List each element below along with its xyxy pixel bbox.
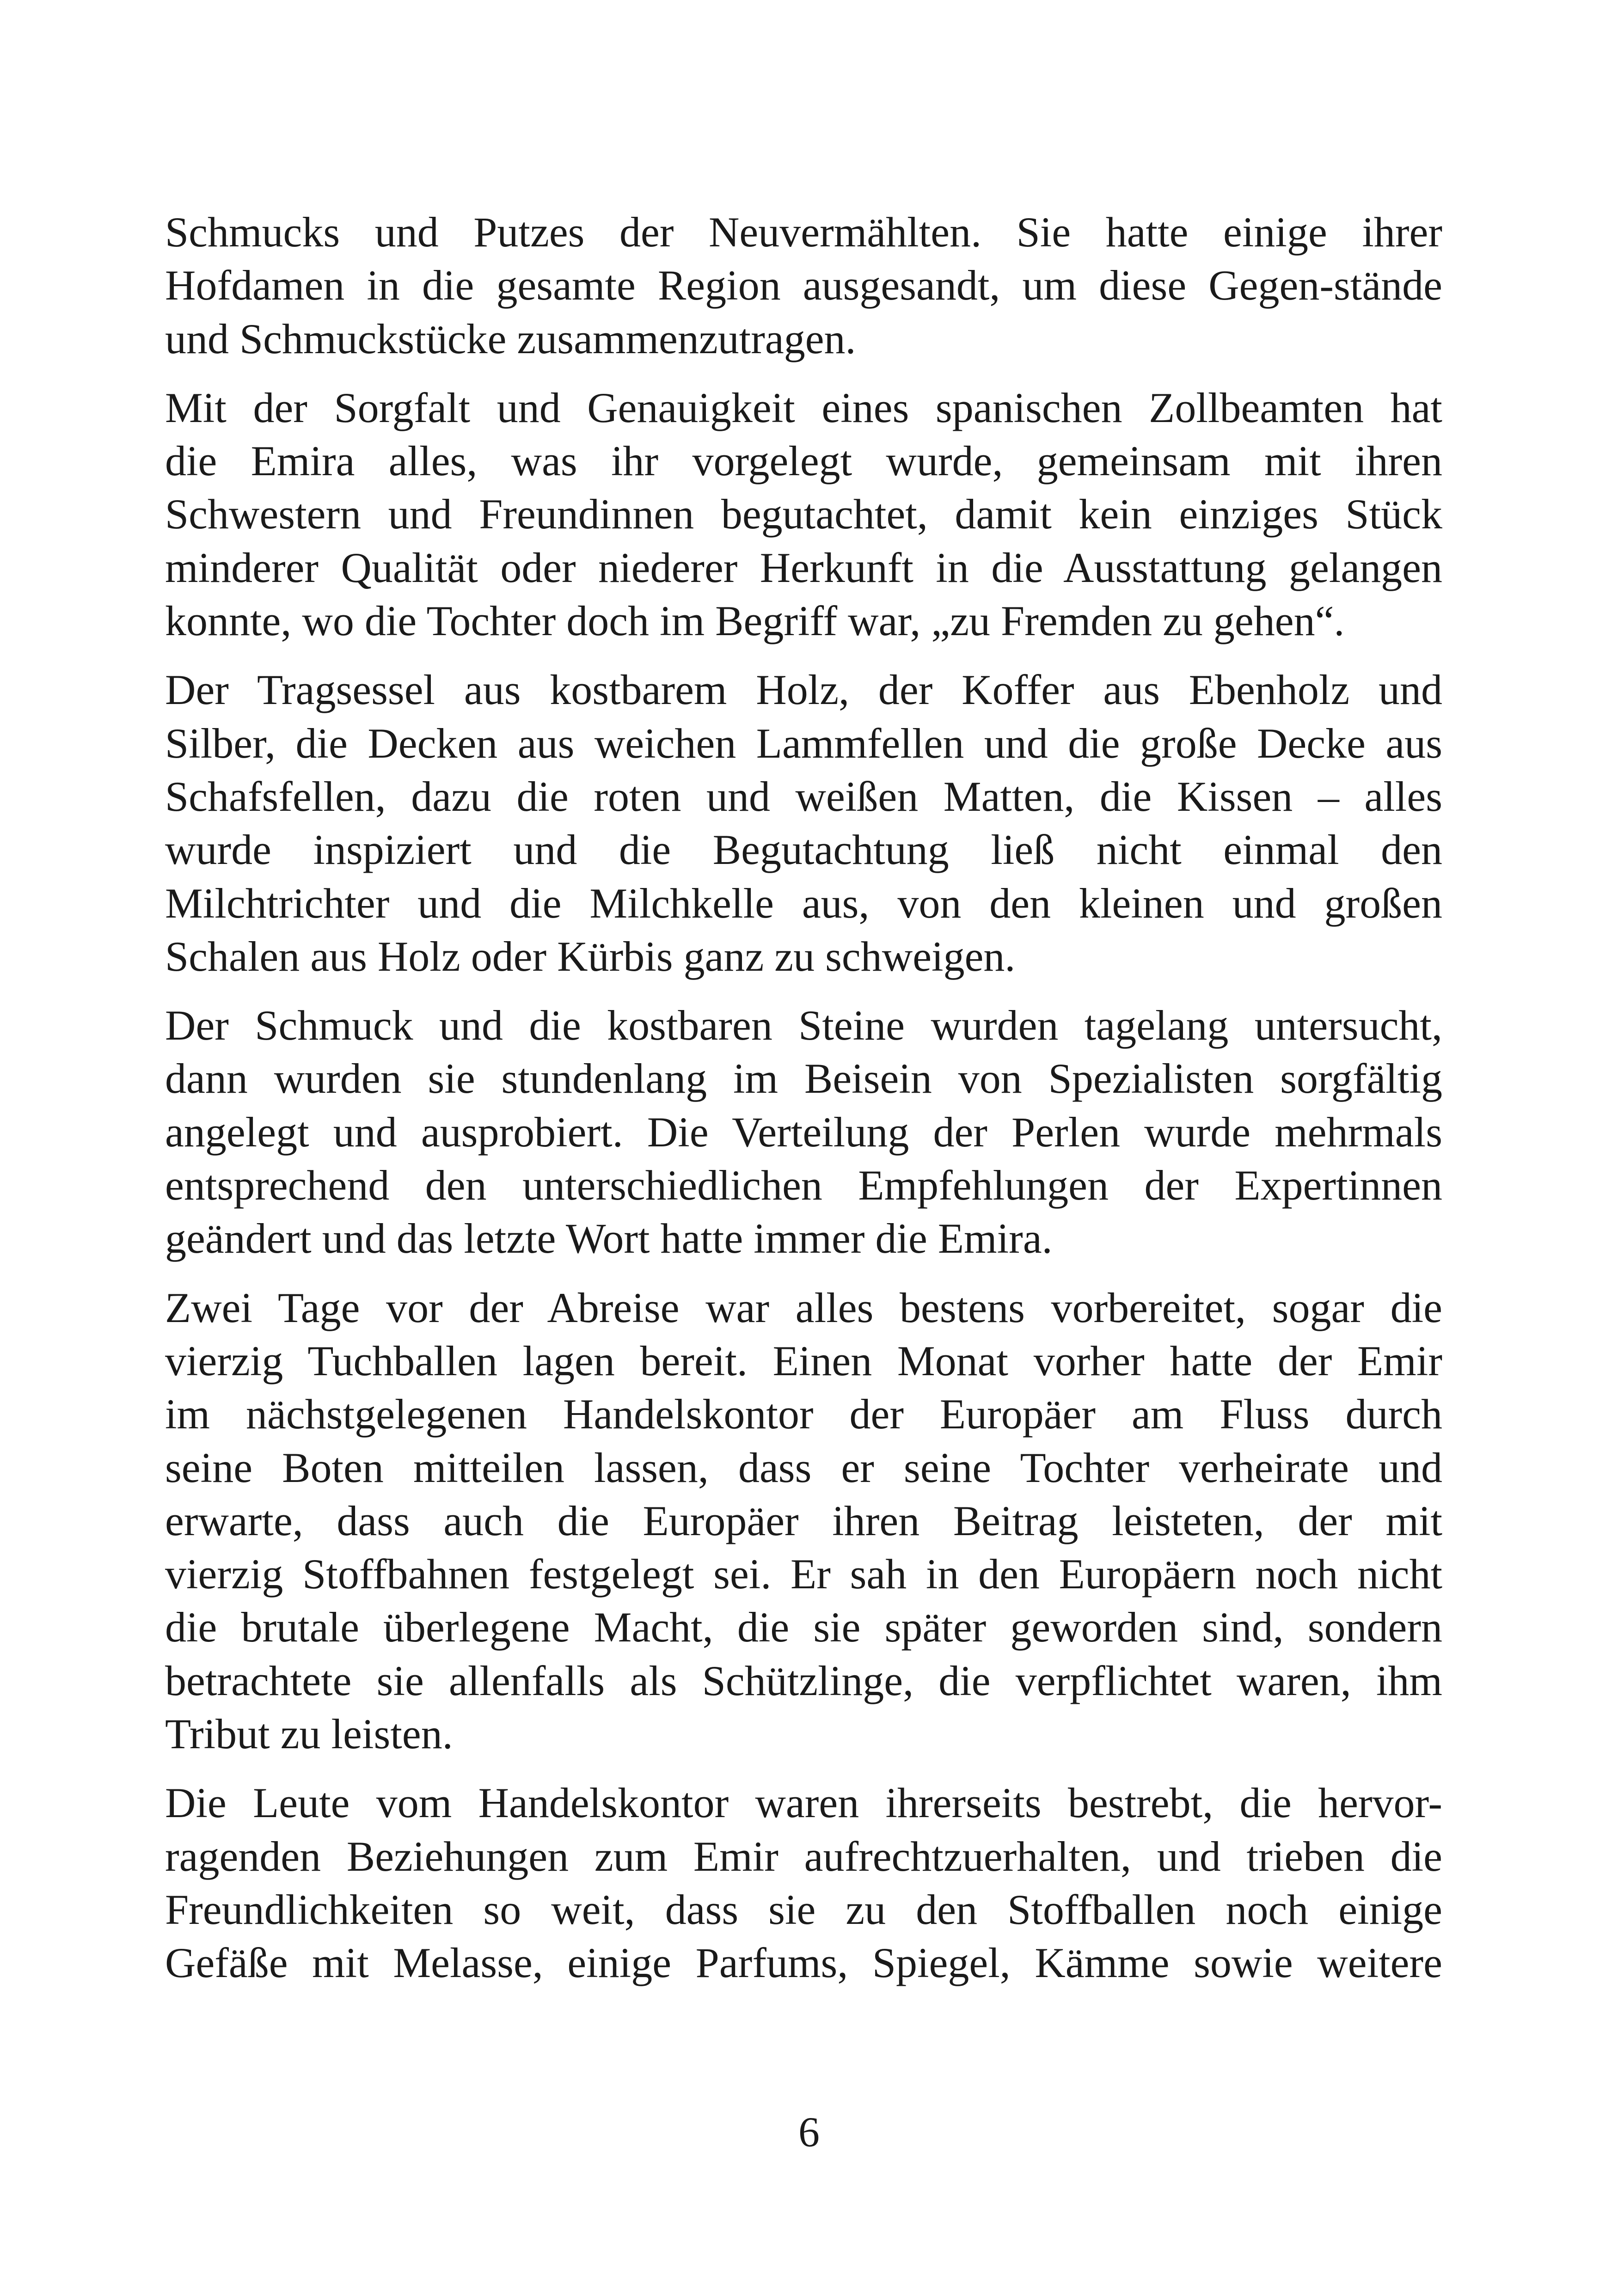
body-text <box>165 206 1442 2006</box>
text-line: Schwestern und Freundinnen begutachtet, damit kein einziges Stück <box>165 490 1442 538</box>
text-line: Hofdamen in die gesamte Region ausgesandt, um diese Gegen-stände <box>165 262 1442 309</box>
text-line: seine Boten mitteilen lassen, dass er seine Tochter verheirate und <box>165 1444 1442 1491</box>
text-line: entsprechend den unterschiedlichen Empfehlungen der Expertinnen <box>165 1162 1442 1209</box>
text-line: Zwei Tage vor der Abreise war alles bestens vorbereitet, sogar die <box>165 1284 1442 1331</box>
text-line: angelegt und ausprobiert. Die Verteilung der Perlen wurde mehrmals <box>165 1108 1442 1156</box>
paragraph <box>165 206 1442 366</box>
text-line: Die Leute vom Handelskontor waren ihrerseits bestrebt, die hervor- <box>165 1779 1442 1827</box>
text-line: Milchtrichter und die Milchkelle aus, von den kleinen und großen <box>165 879 1442 927</box>
text-line: im nächstgelegenen Handelskontor der Europäer am Fluss durch <box>165 1390 1442 1438</box>
text-line: erwarte, dass auch die Europäer ihren Beitrag leisteten, der mit <box>165 1497 1442 1544</box>
text-line: Silber, die Decken aus weichen Lammfellen und die große Decke aus <box>165 719 1442 767</box>
text-line: und Schmuckstücke zusammenzutragen. <box>165 315 856 362</box>
text-line: Gefäße mit Melasse, einige Parfums, Spiegel, Kämme sowie weitere <box>165 1939 1442 1987</box>
paragraph <box>165 1776 1442 1990</box>
text-line: Schmucks und Putzes der Neuvermählten. Sie hatte einige ihrer <box>165 208 1442 256</box>
paragraph <box>165 999 1442 1265</box>
paragraph <box>165 1281 1442 1761</box>
text-line: Schafsfellen, dazu die roten und weißen Matten, die Kissen – alles <box>165 772 1442 820</box>
text-line: minderer Qualität oder niederer Herkunft in die Ausstattung gelangen <box>165 544 1442 591</box>
text-line: ragenden Beziehungen zum Emir aufrechtzuerhalten, und trieben die <box>165 1832 1442 1880</box>
text-line: vierzig Tuchballen lagen bereit. Einen Monat vorher hatte der Emir <box>165 1337 1442 1384</box>
text-line: Mit der Sorgfalt und Genauigkeit eines spanischen Zollbeamten hat <box>165 384 1442 431</box>
text-line: geändert und das letzte Wort hatte immer die Emira. <box>165 1215 1053 1262</box>
text-line: Freundlichkeiten so weit, dass sie zu den Stoffballen noch einige <box>165 1886 1442 1933</box>
text-line: wurde inspiziert und die Begutachtung ließ nicht einmal den <box>165 826 1442 874</box>
text-line: Der Schmuck und die kostbaren Steine wurden tagelang untersucht, <box>165 1002 1442 1049</box>
text-line: die brutale überlegene Macht, die sie später geworden sind, sondern <box>165 1604 1442 1651</box>
text-line: Der Tragsessel aus kostbarem Holz, der Koffer aus Ebenholz und <box>165 666 1442 714</box>
text-line: vierzig Stoffbahnen festgelegt sei. Er sah in den Europäern noch nicht <box>165 1550 1442 1598</box>
page-number: 6 <box>798 2108 820 2155</box>
text-line: konnte, wo die Tochter doch im Begriff war, „zu Fremden zu gehen“. <box>165 597 1345 645</box>
text-line: Schalen aus Holz oder Kürbis ganz zu schweigen. <box>165 932 1016 980</box>
paragraph <box>165 381 1442 648</box>
text-line: Tribut zu leisten. <box>165 1710 453 1758</box>
text-line: dann wurden sie stundenlang im Beisein von Spezialisten sorgfältig <box>165 1055 1442 1102</box>
paragraph <box>165 663 1442 983</box>
text-line: die Emira alles, was ihr vorgelegt wurde, gemeinsam mit ihren <box>165 437 1442 485</box>
text-line: betrachtete sie allenfalls als Schützlinge, die verpflichtet waren, ihm <box>165 1657 1442 1704</box>
